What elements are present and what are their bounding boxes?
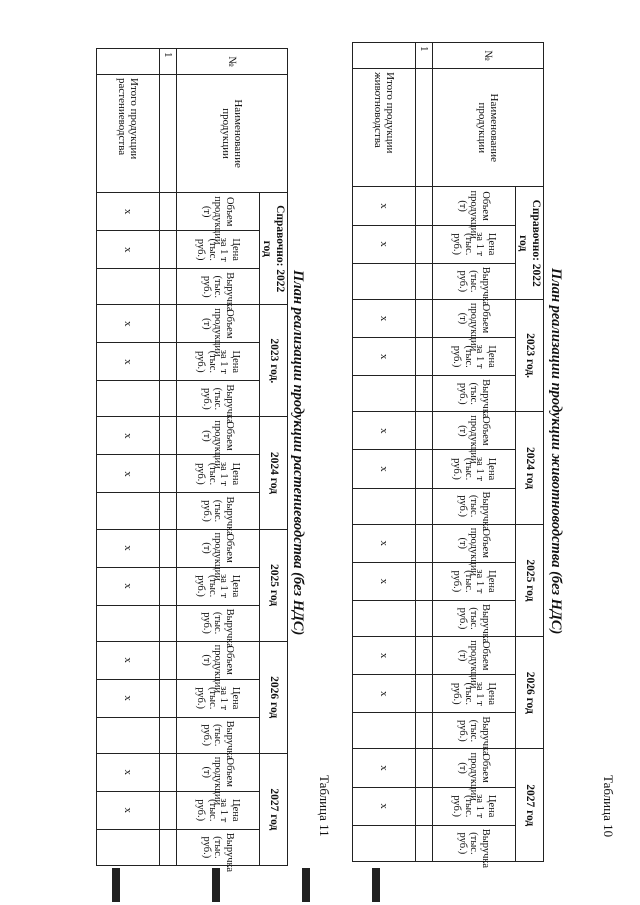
table-cell: x xyxy=(96,679,159,717)
table-cell xyxy=(159,529,176,567)
table-cell xyxy=(415,562,432,600)
footer-rule xyxy=(212,868,220,902)
table-cell xyxy=(415,675,432,713)
header-subcol: Цена за 1 т (тыс. руб.) xyxy=(432,450,515,488)
header-name: Наименование продукции xyxy=(176,75,287,193)
table-row xyxy=(159,49,176,866)
table-cell: x xyxy=(96,343,159,381)
table-cell xyxy=(159,753,176,791)
table-row xyxy=(415,43,432,862)
header-year: 2025 год xyxy=(259,529,287,641)
table-cell xyxy=(159,193,176,231)
header-subcol: Объем продукции (т) xyxy=(176,529,259,567)
data-table xyxy=(96,48,288,873)
table-cell xyxy=(96,493,159,529)
row-name: Итого продукции растениеводства xyxy=(96,75,159,193)
table-cell: x xyxy=(96,529,159,567)
header-year: 2024 год xyxy=(259,417,287,529)
header-subcol: Выручка (тыс. руб.) xyxy=(432,263,515,299)
header-subcol: Выручка (тыс. руб.) xyxy=(432,825,515,861)
table-cell: x xyxy=(96,193,159,231)
table-cell: x xyxy=(96,791,159,829)
header-subcol: Выручка (тыс. руб.) xyxy=(432,600,515,636)
header-subcol: Цена за 1 т (тыс. руб.) xyxy=(432,787,515,825)
header-year: Справочно: 2022 год xyxy=(515,187,543,299)
table-cell: x xyxy=(352,225,415,263)
table-cell xyxy=(159,231,176,269)
table-cell: x xyxy=(352,787,415,825)
table-cell xyxy=(415,376,432,412)
table-title: План реализации продукции животноводства (без НДС) xyxy=(548,268,564,635)
header-year: 2026 год xyxy=(259,641,287,753)
table-cell: x xyxy=(96,567,159,605)
table-cell xyxy=(415,524,432,562)
table-cell xyxy=(352,825,415,861)
header-subcol: Цена за 1 т (тыс. руб.) xyxy=(176,679,259,717)
table-cell xyxy=(415,713,432,749)
row-no xyxy=(352,43,415,69)
table-cell xyxy=(352,600,415,636)
table-cell xyxy=(159,605,176,641)
table-cell: x xyxy=(352,524,415,562)
header-subcol: Выручка (тыс. руб.) xyxy=(432,488,515,524)
row-no: 1 xyxy=(415,43,432,69)
table-cell xyxy=(415,187,432,225)
header-year: 2027 год xyxy=(515,749,543,862)
table-cell: x xyxy=(96,231,159,269)
header-year: 2026 год xyxy=(515,637,543,749)
header-year: 2023 год. xyxy=(515,299,543,411)
table-cell xyxy=(159,679,176,717)
table-cell xyxy=(415,749,432,787)
header-year: 2024 год xyxy=(515,412,543,524)
header-subcol: Объем продукции (т) xyxy=(432,299,515,337)
table-cell xyxy=(352,488,415,524)
header-subcol: Цена за 1 т (тыс. руб.) xyxy=(432,562,515,600)
header-subcol: Выручка (тыс. руб.) xyxy=(176,381,259,417)
table-cell: x xyxy=(96,305,159,343)
table-cell: x xyxy=(96,455,159,493)
table-cell: x xyxy=(352,412,415,450)
header-subcol: Объем продукции (т) xyxy=(432,187,515,225)
table-cell xyxy=(159,305,176,343)
table-label: Таблица 11 xyxy=(317,775,332,837)
table-label: Таблица 10 xyxy=(601,775,616,838)
table-cell xyxy=(159,829,176,865)
header-subcol: Цена за 1 т (тыс. руб.) xyxy=(176,567,259,605)
header-subcol: Объем продукции (т) xyxy=(176,641,259,679)
table-cell: x xyxy=(352,187,415,225)
table-cell xyxy=(159,343,176,381)
table-cell xyxy=(96,829,159,865)
row-name: Итого продукции животноводства xyxy=(352,69,415,187)
header-subcol: Объем продукции (т) xyxy=(432,412,515,450)
table-cell xyxy=(415,450,432,488)
header-subcol: Цена за 1 т (тыс. руб.) xyxy=(432,338,515,376)
header-name: Наименование продукции xyxy=(432,69,543,187)
table-cell: x xyxy=(352,338,415,376)
table-cell xyxy=(352,713,415,749)
table-cell xyxy=(159,717,176,753)
header-no: № xyxy=(432,43,543,69)
row-no: 1 xyxy=(159,49,176,75)
table-cell xyxy=(96,717,159,753)
table-cell xyxy=(159,269,176,305)
footer-rule xyxy=(302,868,310,902)
table-cell xyxy=(415,299,432,337)
table-cell: x xyxy=(352,562,415,600)
table-cell xyxy=(159,567,176,605)
table-cell xyxy=(415,225,432,263)
table-cell xyxy=(96,269,159,305)
header-subcol: Объем продукции (т) xyxy=(176,753,259,791)
header-subcol: Цена за 1 т (тыс. руб.) xyxy=(176,455,259,493)
header-subcol: Объем продукции (т) xyxy=(176,417,259,455)
header-subcol: Цена за 1 т (тыс. руб.) xyxy=(432,225,515,263)
table-cell xyxy=(415,338,432,376)
table-cell: x xyxy=(352,299,415,337)
table-cell xyxy=(159,791,176,829)
data-table xyxy=(352,42,544,869)
table-cell: x xyxy=(352,450,415,488)
row-name xyxy=(415,69,432,187)
table-cell: x xyxy=(96,417,159,455)
header-subcol: Объем продукции (т) xyxy=(176,193,259,231)
table-cell xyxy=(159,417,176,455)
table-cell xyxy=(415,263,432,299)
header-subcol: Выручка (тыс. руб.) xyxy=(176,829,259,865)
header-year: Справочно: 2022 год xyxy=(259,193,287,305)
header-subcol: Цена за 1 т (тыс. руб.) xyxy=(176,343,259,381)
table-cell xyxy=(415,600,432,636)
table-row xyxy=(96,49,159,866)
header-year: 2027 год xyxy=(259,753,287,865)
table-cell xyxy=(415,787,432,825)
table-cell xyxy=(159,641,176,679)
header-subcol: Объем продукции (т) xyxy=(432,637,515,675)
table-cell: x xyxy=(352,675,415,713)
table-title: План реализации продукции растениеводства (без НДС) xyxy=(290,270,306,636)
table-cell xyxy=(415,488,432,524)
header-subcol: Выручка (тыс. руб.) xyxy=(176,605,259,641)
footer-rule xyxy=(372,868,380,902)
table-cell xyxy=(159,381,176,417)
header-year: 2025 год xyxy=(515,524,543,636)
header-subcol: Объем продукции (т) xyxy=(432,524,515,562)
table-cell xyxy=(415,637,432,675)
table-cell xyxy=(415,412,432,450)
table-cell xyxy=(352,376,415,412)
row-name xyxy=(159,75,176,193)
table-cell xyxy=(415,825,432,861)
table-row xyxy=(352,43,415,862)
table-cell xyxy=(96,605,159,641)
header-subcol: Выручка (тыс. руб.) xyxy=(432,376,515,412)
header-no: № xyxy=(176,49,287,75)
footer-rule xyxy=(112,868,120,902)
table-cell xyxy=(352,263,415,299)
header-subcol: Объем продукции (т) xyxy=(432,749,515,787)
header-subcol: Выручка (тыс. руб.) xyxy=(432,713,515,749)
header-subcol: Объем продукции (т) xyxy=(176,305,259,343)
row-no xyxy=(96,49,159,75)
header-year: 2023 год. xyxy=(259,305,287,417)
table-cell: x xyxy=(352,749,415,787)
header-subcol: Цена за 1 т (тыс. руб.) xyxy=(176,231,259,269)
table-cell xyxy=(159,493,176,529)
header-subcol: Выручка (тыс. руб.) xyxy=(176,269,259,305)
header-subcol: Выручка (тыс. руб.) xyxy=(176,493,259,529)
header-subcol: Выручка (тыс. руб.) xyxy=(176,717,259,753)
table-cell: x xyxy=(96,753,159,791)
table-cell xyxy=(96,381,159,417)
header-subcol: Цена за 1 т (тыс. руб.) xyxy=(432,675,515,713)
header-subcol: Цена за 1 т (тыс. руб.) xyxy=(176,791,259,829)
table-cell: x xyxy=(352,637,415,675)
table-cell xyxy=(159,455,176,493)
table-10-block xyxy=(320,0,640,905)
table-cell: x xyxy=(96,641,159,679)
